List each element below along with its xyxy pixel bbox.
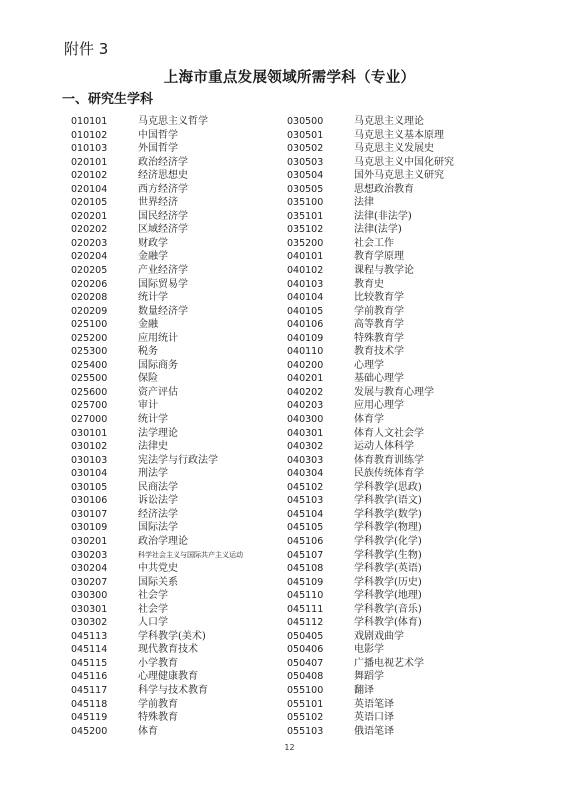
subject-row xyxy=(287,413,454,427)
subject-name: 现代教育技术 xyxy=(138,644,198,656)
subject-name: 审计 xyxy=(138,400,158,412)
subject-code: 020206 xyxy=(71,278,108,290)
subject-row xyxy=(287,467,454,481)
subject-row xyxy=(71,183,243,197)
subject-code: 025100 xyxy=(71,319,108,331)
subject-code: 030101 xyxy=(71,427,108,439)
subject-row xyxy=(71,562,243,576)
subject-row xyxy=(287,508,454,522)
subject-row xyxy=(71,413,243,427)
subject-code: 020203 xyxy=(71,237,108,249)
subject-row xyxy=(287,589,454,603)
subject-code: 030503 xyxy=(287,156,324,168)
subject-row xyxy=(287,210,454,224)
subject-code: 025400 xyxy=(71,359,108,371)
subject-code: 030301 xyxy=(71,603,108,615)
subject-row xyxy=(287,725,454,739)
left-subject-list xyxy=(71,115,243,738)
subject-code: 035100 xyxy=(287,197,324,209)
subject-name: 高等教育学 xyxy=(354,319,404,331)
subject-row xyxy=(71,129,243,143)
section-heading: 一、研究生学科 xyxy=(62,92,154,107)
subject-row xyxy=(71,278,243,292)
subject-name: 法律 xyxy=(354,197,374,209)
subject-code: 030102 xyxy=(71,441,108,453)
subject-code: 020204 xyxy=(71,251,108,263)
subject-code: 040202 xyxy=(287,386,324,398)
subject-row xyxy=(287,142,454,156)
subject-code: 045117 xyxy=(71,684,108,696)
subject-row xyxy=(287,129,454,143)
subject-row xyxy=(71,305,243,319)
subject-code: 010103 xyxy=(71,143,108,155)
subject-code: 030505 xyxy=(287,183,324,195)
subject-name: 诉讼法学 xyxy=(138,495,178,507)
subject-code: 045110 xyxy=(287,590,324,602)
subject-code: 045102 xyxy=(287,481,324,493)
subject-name: 中国哲学 xyxy=(138,129,178,141)
subject-row xyxy=(71,454,243,468)
subject-name: 国际商务 xyxy=(138,359,178,371)
subject-row xyxy=(71,291,243,305)
subject-code: 040105 xyxy=(287,305,324,317)
subject-name: 学科教学(数学) xyxy=(354,508,422,520)
subject-row xyxy=(287,278,454,292)
subject-row xyxy=(287,196,454,210)
subject-code: 010102 xyxy=(71,129,108,141)
subject-row xyxy=(71,237,243,251)
subject-row xyxy=(71,223,243,237)
subject-row xyxy=(287,603,454,617)
subject-row xyxy=(287,156,454,170)
subject-row xyxy=(71,115,243,129)
subject-name: 税务 xyxy=(138,346,158,358)
subject-row xyxy=(287,386,454,400)
subject-row xyxy=(71,521,243,535)
subject-name: 社会学 xyxy=(138,590,168,602)
subject-code: 050405 xyxy=(287,630,324,642)
subject-row xyxy=(71,481,243,495)
subject-row xyxy=(71,576,243,590)
subject-row xyxy=(71,210,243,224)
subject-code: 040104 xyxy=(287,292,324,304)
subject-code: 045107 xyxy=(287,549,324,561)
subject-code: 035200 xyxy=(287,237,324,249)
subject-row xyxy=(71,643,243,657)
subject-name: 基础心理学 xyxy=(354,373,404,385)
subject-name: 学前教育学 xyxy=(354,305,404,317)
subject-name: 统计学 xyxy=(138,292,168,304)
subject-name: 科学与技术教育 xyxy=(138,684,208,696)
subject-row xyxy=(71,698,243,712)
subject-code: 027000 xyxy=(71,414,108,426)
subject-code: 040302 xyxy=(287,441,324,453)
subject-code: 040301 xyxy=(287,427,324,439)
subject-code: 045115 xyxy=(71,657,108,669)
subject-code: 035101 xyxy=(287,210,324,222)
subject-code: 030106 xyxy=(71,495,108,507)
subject-row xyxy=(287,115,454,129)
subject-name: 区域经济学 xyxy=(138,224,188,236)
subject-row xyxy=(287,562,454,576)
subject-code: 045111 xyxy=(287,603,324,615)
subject-name: 思想政治教育 xyxy=(354,183,414,195)
subject-row xyxy=(71,332,243,346)
subject-code: 030300 xyxy=(71,590,108,602)
subject-name: 学科教学(生物) xyxy=(354,549,422,561)
subject-name: 电影学 xyxy=(354,644,384,656)
subject-name: 外国哲学 xyxy=(138,143,178,155)
subject-name: 政治经济学 xyxy=(138,156,188,168)
subject-code: 040103 xyxy=(287,278,324,290)
subject-name: 体育教育训练学 xyxy=(354,454,424,466)
subject-name: 法律(非法学) xyxy=(354,210,412,222)
subject-row xyxy=(71,359,243,373)
subject-row xyxy=(287,549,454,563)
subject-name: 保险 xyxy=(138,373,158,385)
subject-name: 比较教育学 xyxy=(354,292,404,304)
subject-name: 特殊教育学 xyxy=(354,332,404,344)
subject-name: 心理学 xyxy=(354,359,384,371)
subject-name: 发展与教育心理学 xyxy=(354,386,434,398)
subject-code: 040303 xyxy=(287,454,324,466)
subject-row xyxy=(287,711,454,725)
subject-code: 040102 xyxy=(287,265,324,277)
subject-row xyxy=(287,576,454,590)
subject-code: 020201 xyxy=(71,210,108,222)
subject-code: 030204 xyxy=(71,563,108,575)
subject-row xyxy=(287,250,454,264)
subject-name: 民商法学 xyxy=(138,481,178,493)
subject-name: 学科教学(体育) xyxy=(354,617,422,629)
subject-name: 法律(法学) xyxy=(354,224,402,236)
subject-row xyxy=(71,399,243,413)
subject-name: 体育学 xyxy=(354,414,384,426)
subject-name: 小学教育 xyxy=(138,657,178,669)
subject-row xyxy=(287,237,454,251)
subject-row xyxy=(287,305,454,319)
subject-code: 040101 xyxy=(287,251,324,263)
subject-code: 055101 xyxy=(287,698,324,710)
subject-row xyxy=(71,427,243,441)
subject-name: 学科教学(思政) xyxy=(354,481,422,493)
subject-code: 045108 xyxy=(287,563,324,575)
subject-name: 特殊教育 xyxy=(138,712,178,724)
subject-row xyxy=(287,494,454,508)
page-number: 12 xyxy=(284,743,295,752)
subject-code: 020101 xyxy=(71,156,108,168)
subject-row xyxy=(287,630,454,644)
subject-name: 应用统计 xyxy=(138,332,178,344)
attachment-label: 附件 3 xyxy=(64,40,109,58)
subject-code: 030109 xyxy=(71,522,108,534)
subject-name: 国际贸易学 xyxy=(138,278,188,290)
subject-code: 045109 xyxy=(287,576,324,588)
subject-code: 040300 xyxy=(287,414,324,426)
subject-code: 020102 xyxy=(71,170,108,182)
subject-name: 俄语笔译 xyxy=(354,725,394,737)
subject-row xyxy=(71,725,243,739)
subject-name: 教育学原理 xyxy=(354,251,404,263)
subject-code: 020202 xyxy=(71,224,108,236)
subject-code: 020209 xyxy=(71,305,108,317)
subject-row xyxy=(71,250,243,264)
subject-name: 人口学 xyxy=(138,617,168,629)
right-subject-list xyxy=(287,115,454,738)
subject-code: 045112 xyxy=(287,617,324,629)
subject-code: 030500 xyxy=(287,116,324,127)
subject-row xyxy=(287,535,454,549)
subject-name: 教育技术学 xyxy=(354,346,404,358)
subject-name: 运动人体科学 xyxy=(354,441,414,453)
subject-name: 西方经济学 xyxy=(138,183,188,195)
subject-code: 030105 xyxy=(71,481,108,493)
page-title: 上海市重点发展领域所需学科（专业） xyxy=(163,70,416,86)
subject-row xyxy=(287,684,454,698)
subject-row xyxy=(71,345,243,359)
subject-name: 金融 xyxy=(138,319,158,331)
subject-row xyxy=(71,711,243,725)
subject-row xyxy=(287,291,454,305)
subject-name: 统计学 xyxy=(138,414,168,426)
subject-code: 045104 xyxy=(287,508,324,520)
subject-row xyxy=(287,521,454,535)
subject-row xyxy=(71,467,243,481)
subject-code: 045119 xyxy=(71,712,108,724)
subject-row xyxy=(71,549,243,563)
subject-code: 050408 xyxy=(287,671,324,683)
subject-code: 025600 xyxy=(71,386,108,398)
subject-name: 学科教学(音乐) xyxy=(354,603,422,615)
subject-row xyxy=(287,481,454,495)
subject-code: 045118 xyxy=(71,698,108,710)
subject-code: 030502 xyxy=(287,143,324,155)
subject-code: 040304 xyxy=(287,468,324,480)
subject-name: 中共党史 xyxy=(138,563,178,575)
subject-code: 055103 xyxy=(287,725,324,737)
subject-code: 025500 xyxy=(71,373,108,385)
subject-row xyxy=(287,332,454,346)
subject-code: 050407 xyxy=(287,657,324,669)
subject-code: 045106 xyxy=(287,535,324,547)
subject-code: 030203 xyxy=(71,549,108,561)
subject-name: 翻译 xyxy=(354,684,374,696)
subject-code: 025700 xyxy=(71,400,108,412)
subject-name: 民族传统体育学 xyxy=(354,468,424,480)
subject-row xyxy=(287,169,454,183)
subject-name: 刑法学 xyxy=(138,468,168,480)
subject-name: 社会学 xyxy=(138,603,168,615)
subject-name: 学科教学(地理) xyxy=(354,590,422,602)
subject-row xyxy=(71,440,243,454)
subject-code: 040200 xyxy=(287,359,324,371)
subject-row xyxy=(287,427,454,441)
subject-row xyxy=(71,603,243,617)
subject-row xyxy=(71,386,243,400)
subject-name: 马克思主义中国化研究 xyxy=(354,156,454,168)
subject-code: 030302 xyxy=(71,617,108,629)
subject-name: 课程与教学论 xyxy=(354,265,414,277)
subject-name: 马克思主义发展史 xyxy=(354,143,434,155)
subject-code: 020208 xyxy=(71,292,108,304)
subject-row xyxy=(287,318,454,332)
subject-row xyxy=(287,183,454,197)
subject-row xyxy=(71,169,243,183)
subject-name: 数量经济学 xyxy=(138,305,188,317)
subject-row xyxy=(71,156,243,170)
subject-code: 045105 xyxy=(287,522,324,534)
subject-row xyxy=(71,535,243,549)
subject-row xyxy=(71,508,243,522)
subject-row xyxy=(71,616,243,630)
subject-name: 体育 xyxy=(138,725,158,737)
subject-name: 国际法学 xyxy=(138,522,178,534)
subject-name: 学科教学(美术) xyxy=(138,630,206,642)
subject-row xyxy=(71,684,243,698)
subject-name: 教育史 xyxy=(354,278,384,290)
subject-name: 戏剧戏曲学 xyxy=(354,630,404,642)
subject-code: 045114 xyxy=(71,644,108,656)
subject-name: 舞蹈学 xyxy=(354,671,384,683)
subject-code: 045103 xyxy=(287,495,324,507)
subject-name: 应用心理学 xyxy=(354,400,404,412)
subject-row xyxy=(287,359,454,373)
subject-code: 030107 xyxy=(71,508,108,520)
subject-row xyxy=(71,670,243,684)
subject-name: 英语笔译 xyxy=(354,698,394,710)
subject-row xyxy=(287,643,454,657)
subject-code: 040106 xyxy=(287,319,324,331)
subject-code: 050406 xyxy=(287,644,324,656)
subject-code: 040110 xyxy=(287,346,324,358)
subject-name: 学前教育 xyxy=(138,698,178,710)
subject-row xyxy=(71,264,243,278)
subject-code: 030201 xyxy=(71,535,108,547)
subject-code: 055102 xyxy=(287,712,324,724)
subject-code: 020205 xyxy=(71,265,108,277)
subject-row xyxy=(287,264,454,278)
subject-code: 040109 xyxy=(287,332,324,344)
subject-name: 经济思想史 xyxy=(138,170,188,182)
subject-name: 金融学 xyxy=(138,251,168,263)
subject-name: 国际关系 xyxy=(138,576,178,588)
subject-name: 法律史 xyxy=(138,441,168,453)
subject-code: 035102 xyxy=(287,224,324,236)
subject-name: 学科教学(化学) xyxy=(354,535,422,547)
subject-row xyxy=(287,698,454,712)
subject-code: 040201 xyxy=(287,373,324,385)
subject-code: 020104 xyxy=(71,183,108,195)
subject-name: 国民经济学 xyxy=(138,210,188,222)
subject-row xyxy=(71,494,243,508)
subject-row xyxy=(287,440,454,454)
subject-code: 010101 xyxy=(71,116,108,127)
subject-row xyxy=(287,670,454,684)
subject-row xyxy=(71,657,243,671)
subject-code: 030207 xyxy=(71,576,108,588)
subject-code: 025300 xyxy=(71,346,108,358)
subject-code: 030501 xyxy=(287,129,324,141)
subject-code: 030504 xyxy=(287,170,324,182)
subject-name: 宪法学与行政法学 xyxy=(138,454,218,466)
subject-code: 045113 xyxy=(71,630,108,642)
subject-name: 学科教学(英语) xyxy=(354,563,422,575)
subject-name: 体育人文社会学 xyxy=(354,427,424,439)
subject-row xyxy=(287,657,454,671)
subject-name: 马克思主义理论 xyxy=(354,116,424,127)
subject-name: 法学理论 xyxy=(138,427,178,439)
subject-row xyxy=(287,345,454,359)
subject-row xyxy=(71,630,243,644)
subject-row xyxy=(71,318,243,332)
subject-name: 广播电视艺术学 xyxy=(354,657,424,669)
subject-name: 财政学 xyxy=(138,237,168,249)
subject-code: 020105 xyxy=(71,197,108,209)
subject-name: 社会工作 xyxy=(354,237,394,249)
subject-name: 学科教学(历史) xyxy=(354,576,422,588)
subject-row xyxy=(71,196,243,210)
subject-row xyxy=(287,223,454,237)
subject-name: 学科教学(物理) xyxy=(354,522,422,534)
subject-name: 经济法学 xyxy=(138,508,178,520)
subject-code: 055100 xyxy=(287,684,324,696)
subject-code: 045116 xyxy=(71,671,108,683)
subject-name: 马克思主义哲学 xyxy=(138,116,208,127)
subject-row xyxy=(287,616,454,630)
subject-name: 马克思主义基本原理 xyxy=(354,129,444,141)
subject-code: 030103 xyxy=(71,454,108,466)
subject-row xyxy=(71,589,243,603)
subject-code: 040203 xyxy=(287,400,324,412)
subject-row xyxy=(287,454,454,468)
subject-name: 心理健康教育 xyxy=(138,671,198,683)
subject-name: 学科教学(语文) xyxy=(354,495,422,507)
subject-row xyxy=(287,399,454,413)
subject-row xyxy=(287,372,454,386)
subject-name: 产业经济学 xyxy=(138,265,188,277)
subject-name: 世界经济 xyxy=(138,197,178,209)
subject-code: 045200 xyxy=(71,725,108,737)
subject-name: 国外马克思主义研究 xyxy=(354,170,444,182)
subject-row xyxy=(71,142,243,156)
subject-name: 政治学理论 xyxy=(138,535,188,547)
subject-name: 科学社会主义与国际共产主义运动 xyxy=(138,550,243,559)
subject-code: 025200 xyxy=(71,332,108,344)
subject-name: 资产评估 xyxy=(138,386,178,398)
subject-row xyxy=(71,372,243,386)
subject-name: 英语口译 xyxy=(354,712,394,724)
subject-code: 030104 xyxy=(71,468,108,480)
